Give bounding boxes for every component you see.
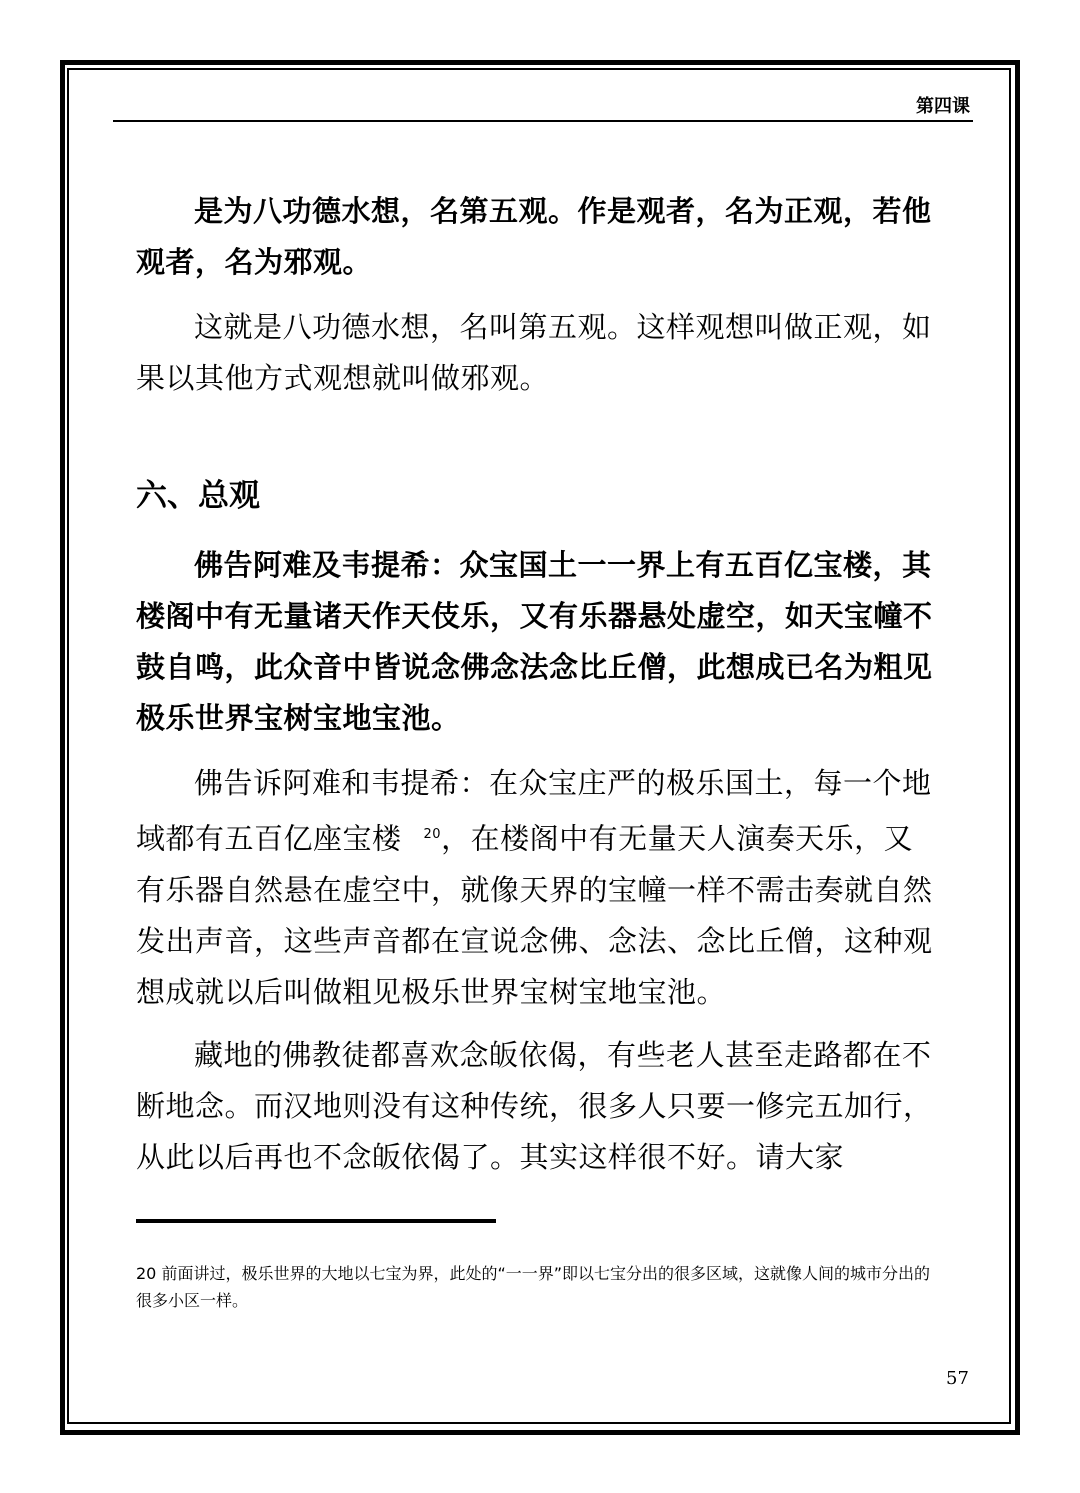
footnote: 20 前面讲过，极乐世界的大地以七宝为界，此处的“一一界”即以七宝分出的很多区域，这就像人间的城市分出的很多小区一样。 bbox=[136, 1264, 931, 1310]
explanation-2-part-a: 佛告诉阿难和韦提希：在众宝庄严的极乐国土，每一个地域都有五百亿座宝楼 bbox=[136, 766, 932, 856]
footnote-rule bbox=[136, 1219, 496, 1223]
page-number: 57 bbox=[946, 1368, 969, 1389]
section-heading: 六、总观 bbox=[136, 478, 260, 514]
header-rule bbox=[113, 120, 973, 122]
explanation-3: 藏地的佛教徒都喜欢念皈依偈，有些老人甚至走路都在不断地念。而汉地则没有这种传统，很多人只要一修完五加行，从此以后再也不念皈依偈了。其实这样很不好。请大家 bbox=[136, 1037, 933, 1174]
explanation-1: 这就是八功德水想，名叫第五观。这样观想叫做正观，如果以其他方式观想就叫做邪观。 bbox=[136, 310, 932, 395]
main-content bbox=[136, 186, 934, 1183]
explanation-2-part-b: ，在楼阁中有无量天人演奏天乐，又有乐器自然悬在虚空中，就像天界的宝幢一样不需击奏就自然发出声音，这些声音都在宣说念佛、念法、念比丘僧，这种观想成就以后叫做粗见极乐世界宝树宝地宝池。 bbox=[136, 821, 933, 1009]
explanation-2 bbox=[136, 758, 934, 1018]
sutra-quote-2: 佛告阿难及韦提希：众宝国土一一界上有五百亿宝楼，其楼阁中有无量诸天作天伎乐，又有乐器悬处虚空，如天宝幢不鼓自鸣，此众音中皆说念佛念法念比丘僧，此想成已名为粗见极乐世界宝树宝地宝池。 bbox=[136, 548, 933, 735]
sutra-quote-1: 是为八功德水想，名第五观。作是观者，名为正观，若他观者，名为邪观。 bbox=[136, 194, 932, 279]
footnote-ref[interactable]: 20 bbox=[423, 827, 442, 842]
running-header: 第四课 bbox=[916, 96, 970, 117]
